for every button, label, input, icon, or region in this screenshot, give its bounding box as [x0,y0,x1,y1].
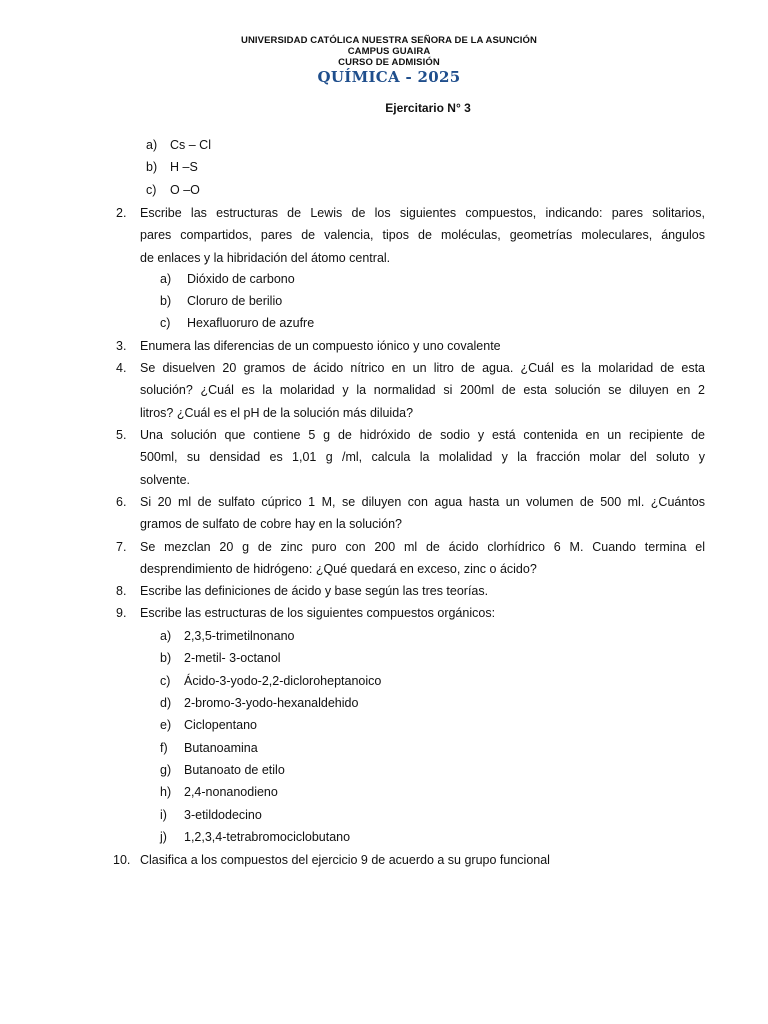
document-page: UNIVERSIDAD CATÓLICA NUESTRA SEÑORA DE LA ASUNCIÓN CAMPUS GUAIRA CURSO DE ADMISIÓN QUÍMICA - 2025 Ejercitario N° 3 a) Cs – Cl b) H –S c) O –O 2. Escribe las estructuras de Lewis de los siguientes compuestos, indicando: pares solitarios, pares compartidos, pares de valencia, tipos de moléculas, geometrías moleculares, ángulos de enlaces y la hibridación del átomo central. a) Dióxido de carbono b) Cloruro de berilio c) Hexafluoruro de azufre 3. Enumera las diferencias de un compuesto iónico y uno covalente 4. Se disuelven 20 gramos de ácido nítrico en un litro de agua. ¿Cuál es la molaridad de esta solución? ¿Cuál es la molaridad y la normalidad si 200ml de esta solución se diluyen en 2 litros? ¿Cuál es el pH de la solución más diluida? 5. Una solución que contiene 5 g de hidróxido de sodio y está contenida en un recipiente de 500ml, su densidad es 1,01 g /ml, calcula la molalidad y la fracción molar del soluto y solvente. 6. Si 20 ml de sulfato cúprico 1 M, se diluyen con agua hasta un volumen de 500 ml. ¿Cuántos gramos de sulfato de cobre hay en la solución? 7. Se mezclan 20 g de zinc puro con 200 ml de ácido clorhídrico 6 M. Cuando termina el desprendimiento de hidrógeno: ¿Qué quedará en exceso, zinc o ácido? 8. Escribe las definiciones de ácido y base según las tres teorías. 9. Escribe las estructuras de los siguientes compuestos orgánicos: a) 2,3,5-trimetilnonano b) 2-metil- 3-octanol c) Ácido-3-yodo-2,2-dicloroheptanoico d) 2-bromo-3-yodo-hexanaldehido e) Ciclopentano f) Butanoamina g) Butanoato de etilo h) 2,4-nonanodieno i) 3-etildodecino j) 1,2,3,4-tetrabromociclobutano 10. Clasifica a los compuestos del ejercicio 9 de acuerdo a su grupo funcional [0,0,768,1024]
question-7-text: Se mezclan 20 g de zinc puro con 200 ml de ácido clorhídrico 6 M. Cuando termina el desprendimiento de hidrógeno: ¿Qué quedará en exceso, zinc o ácido? [140,540,705,577]
question-5-text: Una solución que contiene 5 g de hidróxido de sodio y está contenida en un recipiente de 500ml, su densidad es 1,01 g /ml, calcula la molalidad y la fracción molar del soluto y solvente. [140,428,705,487]
subject-title: QUÍMICA - 2025 [317,68,461,86]
item-text: O –O [170,183,200,197]
item-text: Cs – Cl [170,138,211,152]
exercise-title: Ejercitario N° 3 [385,101,471,115]
item-label: c) [146,183,157,197]
question-2-text: Escribe las estructuras de Lewis de los siguientes compuestos, indicando: pares solitarios, pares compartidos, pares de valencia, tipos de moléculas, geometrías moleculares, ángulos de enlaces y la hibridación del átomo central. [140,206,705,265]
item-text: H –S [170,160,198,174]
item-label: a) [146,138,158,152]
item-label: b) [146,160,158,174]
university-name: UNIVERSIDAD CATÓLICA NUESTRA SEÑORA DE LA ASUNCIÓN [241,35,537,46]
course-name: CURSO DE ADMISIÓN [338,57,440,68]
question-6-text: Si 20 ml de sulfato cúprico 1 M, se diluyen con agua hasta un volumen de 500 ml. ¿Cuántos gramos de sulfato de cobre hay en la solución? [140,495,705,532]
campus-name: CAMPUS GUAIRA [347,46,431,57]
question-4-text: Se disuelven 20 gramos de ácido nítrico en un litro de agua. ¿Cuál es la molaridad de esta solución? ¿Cuál es la molaridad y la normalidad si 200ml de esta solución se diluyen en 2 litros? ¿Cuál es el pH de la solución más diluida? [140,361,705,420]
